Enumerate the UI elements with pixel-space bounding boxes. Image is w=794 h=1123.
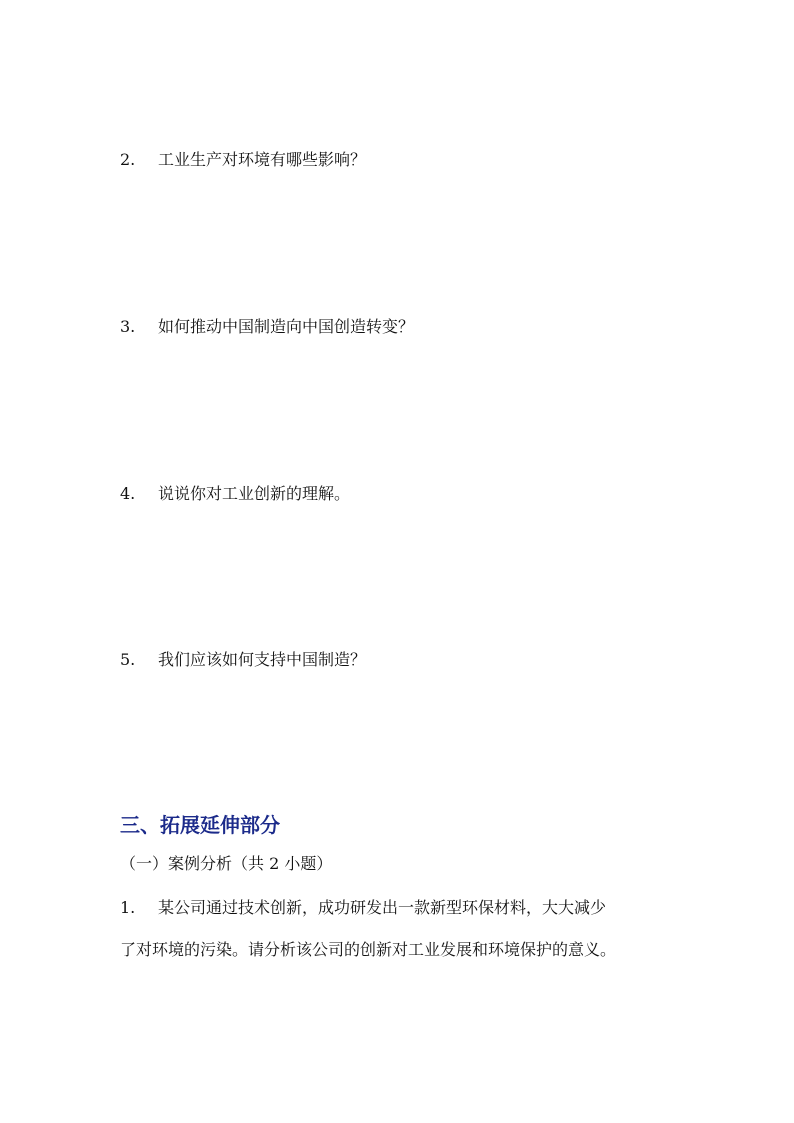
question-text: 我们应该如何支持中国制造？ [158,650,367,669]
case-text-line-1: 某公司通过技术创新，成功研发出一款新型环保材料，大大减少 [158,898,607,917]
question-number: 2. [120,150,136,169]
question-number: 4. [120,484,136,503]
question-4 [120,484,350,504]
case-text-line-2: 了对环境的污染。请分析该公司的创新对工业发展和环境保护的意义。 [120,940,617,959]
case-line-1 [120,896,700,920]
case-number: 1. [120,898,136,917]
question-text: 如何推动中国制造向中国创造转变？ [158,317,415,336]
question-5 [120,650,366,670]
section-heading: 三、拓展延伸部分 [120,813,280,837]
question-text: 工业生产对环境有哪些影响？ [158,150,367,169]
question-2 [120,150,366,170]
question-text: 说说你对工业创新的理解。 [158,484,351,503]
subsection-heading: （一）案例分析（共 2 小题） [120,854,333,873]
question-number: 3. [120,317,136,336]
question-number: 5. [120,650,136,669]
question-3 [120,317,414,337]
case-question-1 [120,896,700,962]
